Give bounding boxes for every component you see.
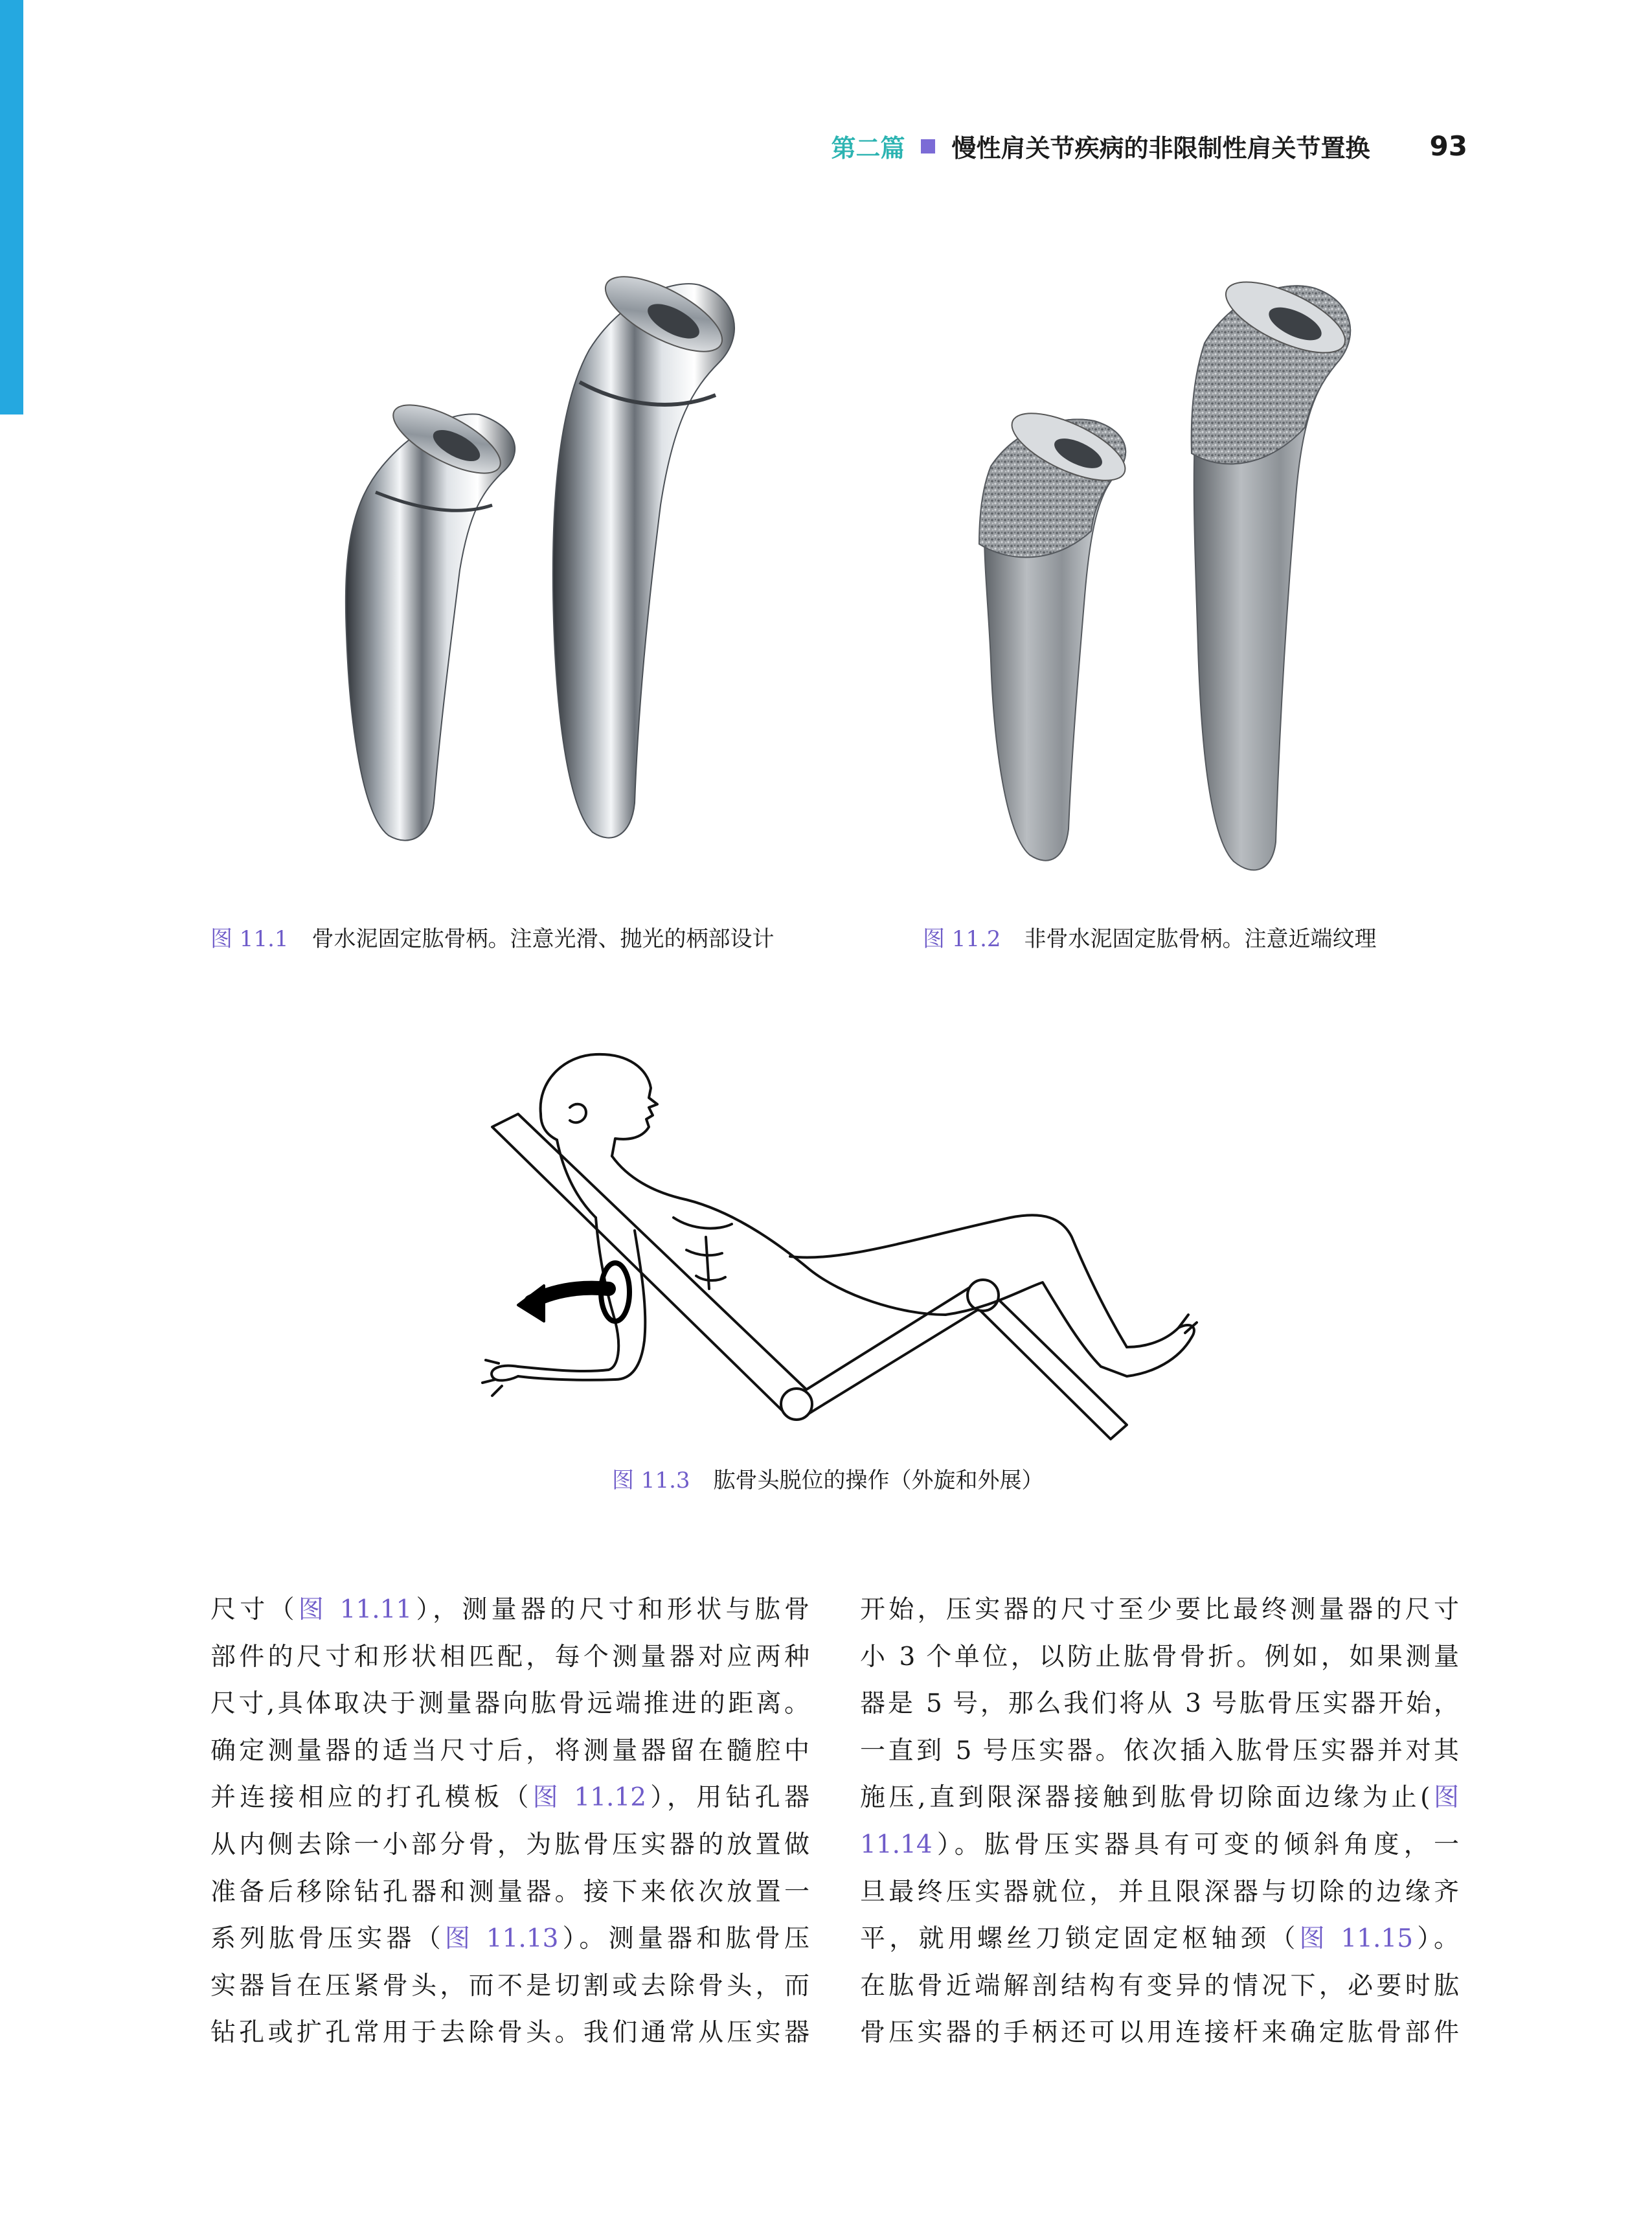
- figure-number: 图 11.3: [612, 1468, 690, 1493]
- text-run: ）。肱骨压实器具有可变的倾斜角度，一: [932, 1830, 1459, 1859]
- text-line: [210, 1963, 809, 2010]
- page-number: 93: [1429, 130, 1467, 162]
- text-line: [860, 1775, 1459, 1822]
- figure-number: 图 11.2: [923, 926, 1001, 952]
- text-line: [210, 1916, 809, 1963]
- figure-11-3-caption: [612, 1462, 1044, 1494]
- figure-11-2-caption: [923, 921, 1377, 953]
- text-run: ）。测量器和肱骨压: [558, 1924, 809, 1954]
- text-run: 尺寸（: [210, 1595, 299, 1624]
- figure-number: 图 11.1: [210, 926, 289, 952]
- text-line: [860, 1634, 1459, 1681]
- text-run: 确定测量器的适当尺寸后，将测量器留在髓腔中: [210, 1736, 809, 1766]
- figure-reference-link[interactable]: 图 11.11: [298, 1595, 413, 1624]
- text-line: [860, 1869, 1459, 1916]
- chapter-side-tab: [0, 0, 23, 415]
- header-square-icon: [921, 139, 935, 153]
- text-run: 从内侧去除一小部分骨，为肱骨压实器的放置做: [210, 1830, 809, 1859]
- running-header: [832, 128, 1467, 164]
- text-run: 小 3 个单位，以防止肱骨骨折。例如，如果测量: [860, 1642, 1459, 1672]
- chapter-title: 慢性肩关节疾病的非限制性肩关节置换: [951, 134, 1370, 163]
- text-run: 开始，压实器的尺寸至少要比最终测量器的尺寸: [860, 1595, 1459, 1624]
- text-run: 骨压实器的手柄还可以用连接杆来确定肱骨部件: [860, 2018, 1459, 2048]
- text-run: 旦最终压实器就位，并且限深器与切除的边缘齐: [860, 1877, 1459, 1907]
- body-column-right: [860, 1587, 1459, 2057]
- text-run: 一直到 5 号压实器。依次插入肱骨压实器并对其: [860, 1736, 1459, 1766]
- figure-11-1-caption: [210, 921, 775, 953]
- figure-reference-link[interactable]: 11.14: [860, 1830, 933, 1859]
- text-line: [210, 1681, 809, 1728]
- figure-reference-link[interactable]: 图 11.13: [444, 1924, 559, 1954]
- text-line: [210, 1587, 809, 1634]
- text-line: [210, 1775, 809, 1822]
- text-run: 系列肱骨压实器（: [210, 1924, 445, 1954]
- text-line: [860, 1728, 1459, 1775]
- figure-reference-link[interactable]: 图 11.12: [532, 1783, 647, 1813]
- text-run: 施压,直到限深器接触到肱骨切除面边缘为止(: [860, 1783, 1431, 1813]
- body-column-left: [210, 1587, 809, 2057]
- text-line: [210, 1728, 809, 1775]
- text-run: 实器旨在压紧骨头，而不是切割或去除骨头，而: [210, 1971, 809, 2001]
- text-run: ），用钻孔器: [646, 1783, 809, 1813]
- text-run: 平，就用螺丝刀锁定固定枢轴颈（: [860, 1924, 1300, 1954]
- text-line: [860, 2010, 1459, 2057]
- text-line: [860, 1963, 1459, 2010]
- text-run: ）。: [1413, 1924, 1459, 1954]
- text-line: [860, 1681, 1459, 1728]
- figure-11-2-image: [933, 259, 1425, 894]
- figure-caption-text: 肱骨头脱位的操作（外旋和外展）: [713, 1468, 1044, 1493]
- text-run: 钻孔或扩孔常用于去除骨头。我们通常从压实器: [210, 2018, 809, 2048]
- text-line: [860, 1916, 1459, 1963]
- figure-11-1-image: [285, 233, 816, 887]
- text-line: [860, 1822, 1459, 1869]
- figure-caption-text: 非骨水泥固定肱骨柄。注意近端纹理: [1024, 926, 1377, 952]
- figure-reference-link[interactable]: 图: [1430, 1783, 1459, 1813]
- figure-reference-link[interactable]: 图 11.15: [1299, 1924, 1414, 1954]
- text-run: 在肱骨近端解剖结构有变异的情况下，必要时肱: [860, 1971, 1459, 2001]
- text-line: [210, 2010, 809, 2057]
- text-run: 并连接相应的打孔模板（: [210, 1783, 533, 1813]
- text-line: [210, 1869, 809, 1916]
- text-run: 尺寸,具体取决于测量器向肱骨远端推进的距离。: [210, 1689, 809, 1719]
- figure-caption-text: 骨水泥固定肱骨柄。注意光滑、抛光的柄部设计: [311, 926, 775, 952]
- text-run: ），测量器的尺寸和形状与肱骨: [412, 1595, 809, 1624]
- text-line: [210, 1634, 809, 1681]
- text-run: 部件的尺寸和形状相匹配，每个测量器对应两种: [210, 1642, 809, 1672]
- text-line: [210, 1822, 809, 1869]
- figure-11-3-image: [479, 1043, 1211, 1457]
- text-run: 准备后移除钻孔器和测量器。接下来依次放置一: [210, 1877, 809, 1907]
- part-label: 第二篇: [831, 134, 905, 163]
- text-run: 器是 5 号，那么我们将从 3 号肱骨压实器开始，: [860, 1689, 1459, 1719]
- text-line: [860, 1587, 1459, 1634]
